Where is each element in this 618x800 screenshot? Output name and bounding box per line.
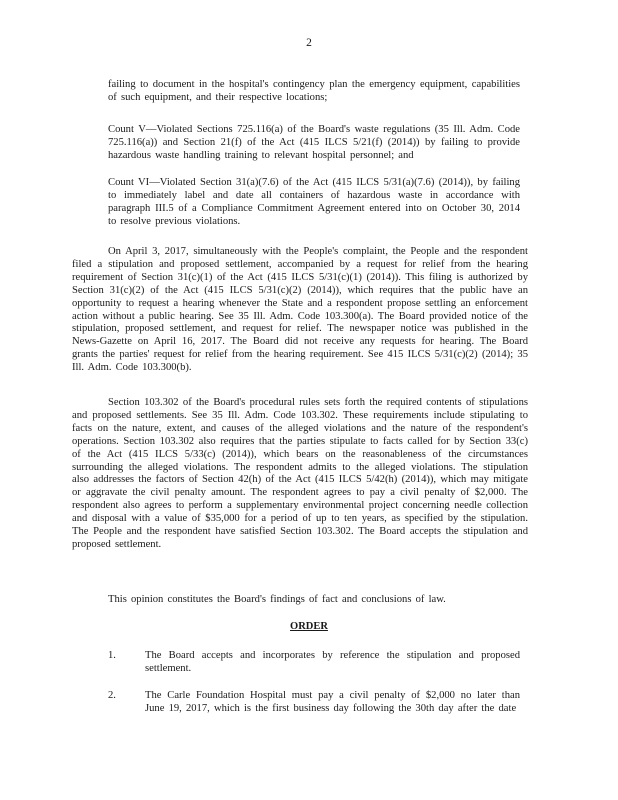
count-v: Count V—Violated Sections 725.116(a) of the Board's waste regulations (35 Ill. Adm. Code 725.116(a)) and Section 21(f) of the Act (415 ILCS 5/21(f) (2014)) by failing to provide hazardous waste handling training to relevant hospital personnel; and bbox=[108, 124, 520, 161]
order-heading bbox=[0, 621, 618, 632]
order-item-text: The Board accepts and incorporates by reference the stipulation and proposed settlement. bbox=[145, 650, 520, 674]
order-item-number: 1. bbox=[108, 650, 116, 661]
paragraph-opinion: This opinion constitutes the Board's findings of fact and conclusions of law. bbox=[108, 594, 446, 605]
count-vi: Count VI—Violated Section 31(a)(7.6) of the Act (415 ILCS 5/31(a)(7.6) (2014)), by failing to immediately label and date all containers of hazardous waste in accordance with paragraph III.5 of a Compliance Commitment Agreement entered into on October 30, 2014 to resolve previous violations. bbox=[108, 177, 520, 227]
order-heading-text: ORDER bbox=[290, 621, 328, 632]
order-item-number: 2. bbox=[108, 690, 116, 701]
order-item-text: The Carle Foundation Hospital must pay a civil penalty of $2,000 no later than June 19, 2017, which is the first business day following the 30th day after the date bbox=[145, 690, 520, 714]
count-iv-tail: failing to document in the hospital's contingency plan the emergency equipment, capabilities of such equipment, and their respective locations; bbox=[108, 79, 520, 103]
page-number: 2 bbox=[306, 37, 312, 49]
paragraph-section-103-302: Section 103.302 of the Board's procedural rules sets forth the required contents of stipulations and proposed settlements. See 35 Ill. Adm. Code 103.302. These requirements include stipulating to facts on the nature, extent, and causes of the alleged violations and the nature of the respondent's operations. Section 103.302 also requires that the parties stipulate to facts called for by Section 33(c) of the Act (415 ILCS 5/33(c) (2014)), which bears on the reasonableness of the circumstances surrounding the alleged violations. The respondent admits to the alleged violations. The stipulation also addresses the factors of Section 42(h) of the Act (415 ILCS 5/42(h) (2014)), which may mitigate or aggravate the civil penalty amount. The respondent agrees to pay a civil penalty of $2,000. The respondent also agrees to perform a supplementary environmental project concerning needle collection and disposal with a value of $35,000 for a period of up to ten years, as specified by the stipulation. The People and the respondent have satisfied Section 103.302. The Board accepts the stipulation and proposed settlement. bbox=[72, 397, 528, 550]
paragraph-filing: On April 3, 2017, simultaneously with the People's complaint, the People and the respondent filed a stipulation and proposed settlement, accompanied by a request for relief from the hearing requirement of Section 31(c)(1) of the Act (415 ILCS 5/31(c)(1) (2014)). This filing is authorized by Section 31(c)(2) of the Act (415 ILCS 5/31(c)(2) (2014)), which requires that the public have an opportunity to request a hearing whenever the State and a respondent propose settling an enforcement action without a public hearing. See 35 Ill. Adm. Code 103.300(a). The Board provided notice of the stipulation, proposed settlement, and request for relief. The newspaper notice was published in the News-Gazette on April 16, 2017. The Board did not receive any requests for hearing. The Board grants the parties' request for relief from the hearing requirement. See 415 ILCS 5/31(c)(2) (2014); 35 Ill. Adm. Code 103.300(b). bbox=[72, 246, 528, 374]
